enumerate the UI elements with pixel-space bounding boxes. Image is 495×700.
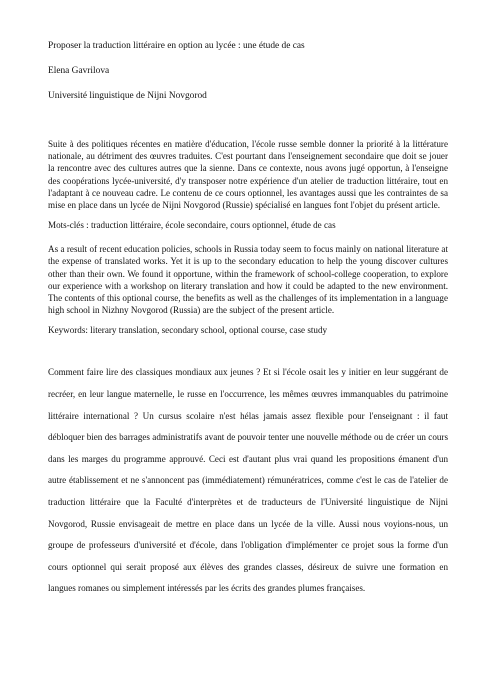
keywords-french: Mots-clés : traduction littéraire, école secondaire, cours optionnel, étude de cas [48,220,336,231]
abstract-french: Suite à des politiques récentes en matière d'éducation, l'école russe semble donner la priorité à la littérature nationale, au détriment des œuvres traduites. C'est pourtant dans l'enseignement secondaire que doit se jouer la rencontre avec des cultures autres que la sienne. Dans ce contexte, nous avons jugé opportun, à l'enseigne des coopérations lycée-université, d'y transposer notre expérience d'un atelier de traduction littéraire, tout en l'adaptant à ce nouveau cadre. Le contenu de ce cours optionnel, les avantages aussi que les contraintes de sa mise en place dans un lycée de Nijni Novgorod (Russie) spécialisé en langues font l'objet du présent article. [48,139,448,211]
paper-title: Proposer la traduction littéraire en option au lycée : une étude de cas [48,41,305,51]
body-paragraph: Comment faire lire des classiques mondiaux aux jeunes ? Et si l'école osait les y initier en leur suggérant de recréer, en leur langue maternelle, le russe en l'occurrence, les mêmes œuvres immanquables du patrimoine littéraire international ? Un cursus scolaire n'est hélas jamais assez flexible pour l'enseignant : il faut débloquer bien des barrages administratifs avant de pouvoir tenter une nouvelle méthode ou de créer un cours dans les marges du programme approuvé. Ceci est d'autant plus vrai quand les propositions émanent d'un autre établissement et ne s'annoncent pas (immédiatement) rémunératrices, comme c'est le cas de l'atelier de traduction littéraire que la Faculté d'interprètes et de traducteurs de l'Université linguistique de Nijni Novgorod, Russie envisageait de mettre en place dans un lycée de la ville. Aussi nous voyions-nous, un groupe de professeurs d'université et d'école, dans l'obligation d'implémenter ce projet sous la forme d'un cours optionnel qui serait proposé aux élèves des grandes classes, désireux de suivre une formation en langues romanes ou simplement intéressés par les écrits des grandes plumes françaises. [48,367,448,594]
keywords-english: Keywords: literary translation, secondary school, optional course, case study [48,325,328,336]
document-page [48,40,448,600]
author-name: Elena Gavrilova [48,66,110,76]
author-affiliation: Université linguistique de Nijni Novgorod [48,91,207,101]
abstract-english: As a result of recent education policies, schools in Russia today seem to focus mainly on national literature at the expense of translated works. Yet it is up to the secondary education to help the young discover cultures other than their own. We found it opportune, within the framework of school-college cooperation, to explore our experience with a workshop on literary translation and how it could be adapted to the new environment. The contents of this optional course, the benefits as well as the challenges of its implementation in a language high school in Nizhny Novgorod (Russia) are the subject of the present article. [48,244,448,316]
